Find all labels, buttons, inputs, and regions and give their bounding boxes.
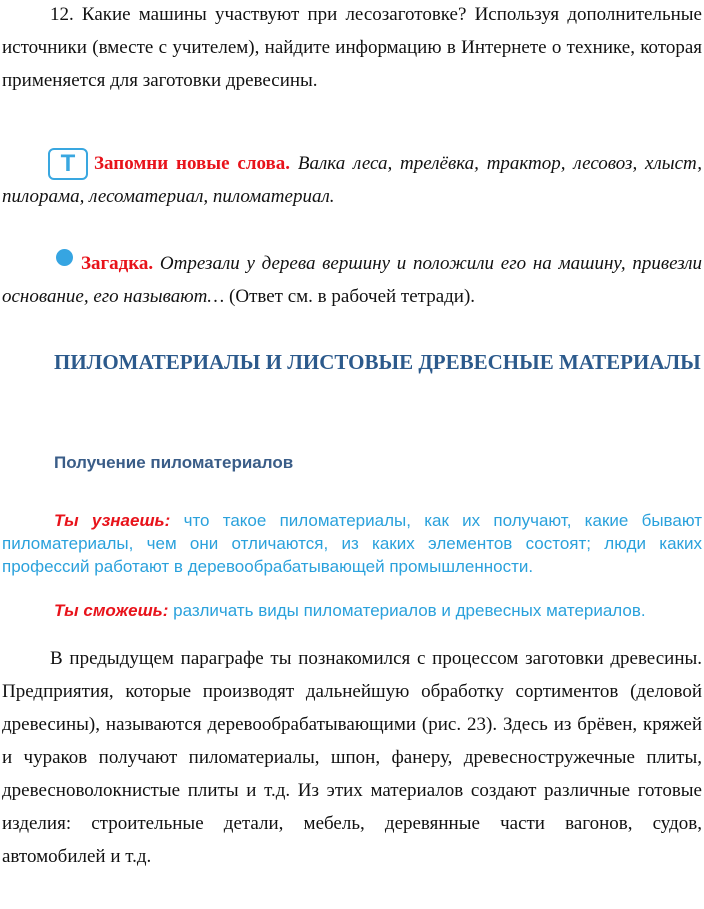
learn-text: что такое пиломатериалы, как их получают, какие бывают пиломатериалы, чем они отличаются, из каких элементов состоят; люди каких профессий работают в деревообрабатывающей промышленности. xyxy=(2,511,702,576)
riddle-answer: (Ответ см. в рабочей тетради). xyxy=(229,286,476,307)
riddle-label: Загадка. xyxy=(81,253,154,274)
remember-words: Валка леса, трелёвка, трактор, лесовоз, хлыст, пилорама, лесоматериал, пиломатериал. xyxy=(2,153,703,207)
learn-label: Ты узнаешь: xyxy=(54,511,171,530)
riddle-block xyxy=(2,247,702,313)
can-goal xyxy=(2,599,702,622)
section-subtitle: Получение пиломатериалов xyxy=(54,453,294,472)
riddle-text: Отрезали у дерева вершину и положили его на машину, привезли основание, его называют… xyxy=(2,253,702,307)
section-title: ПИЛОМАТЕРИАЛЫ И ЛИСТОВЫЕ ДРЕВЕСНЫЕ МАТЕРИАЛЫ xyxy=(54,350,701,374)
learn-goal xyxy=(2,509,702,578)
can-text: различать виды пиломатериалов и древесных материалов. xyxy=(173,601,646,620)
remember-words-block xyxy=(2,147,702,213)
body-paragraph xyxy=(2,642,702,873)
can-label: Ты сможешь: xyxy=(54,601,169,620)
blue-dot-icon xyxy=(56,249,73,266)
task-12-paragraph xyxy=(2,0,702,97)
body-text: В предыдущем параграфе ты познакомился с процессом заготовки древесины. Предприятия, которые производят дальнейшую обработку сортиментов (деловой древесины), называются деревообрабатывающими (рис. 23). Здесь из брёвен, кряжей и чураков получают пиломатериалы, шпон, фанеру, древесностружечные плиты, древесноволокнистые плиты и т.д. Из этих материалов создают различные готовые изделия: строительные детали, мебель, деревянные части вагонов, судов, автомобилей и т.д. xyxy=(2,648,702,867)
remember-label: Запомни новые слова. xyxy=(94,153,291,174)
task-12-text: 12. Какие машины участвуют при лесозаготовке? Используя дополнительные источники (вместе с учителем), найдите информацию в Интернете о технике, которая применяется для заготовки древесины. xyxy=(2,4,702,91)
t-letter-icon: T xyxy=(48,148,88,180)
